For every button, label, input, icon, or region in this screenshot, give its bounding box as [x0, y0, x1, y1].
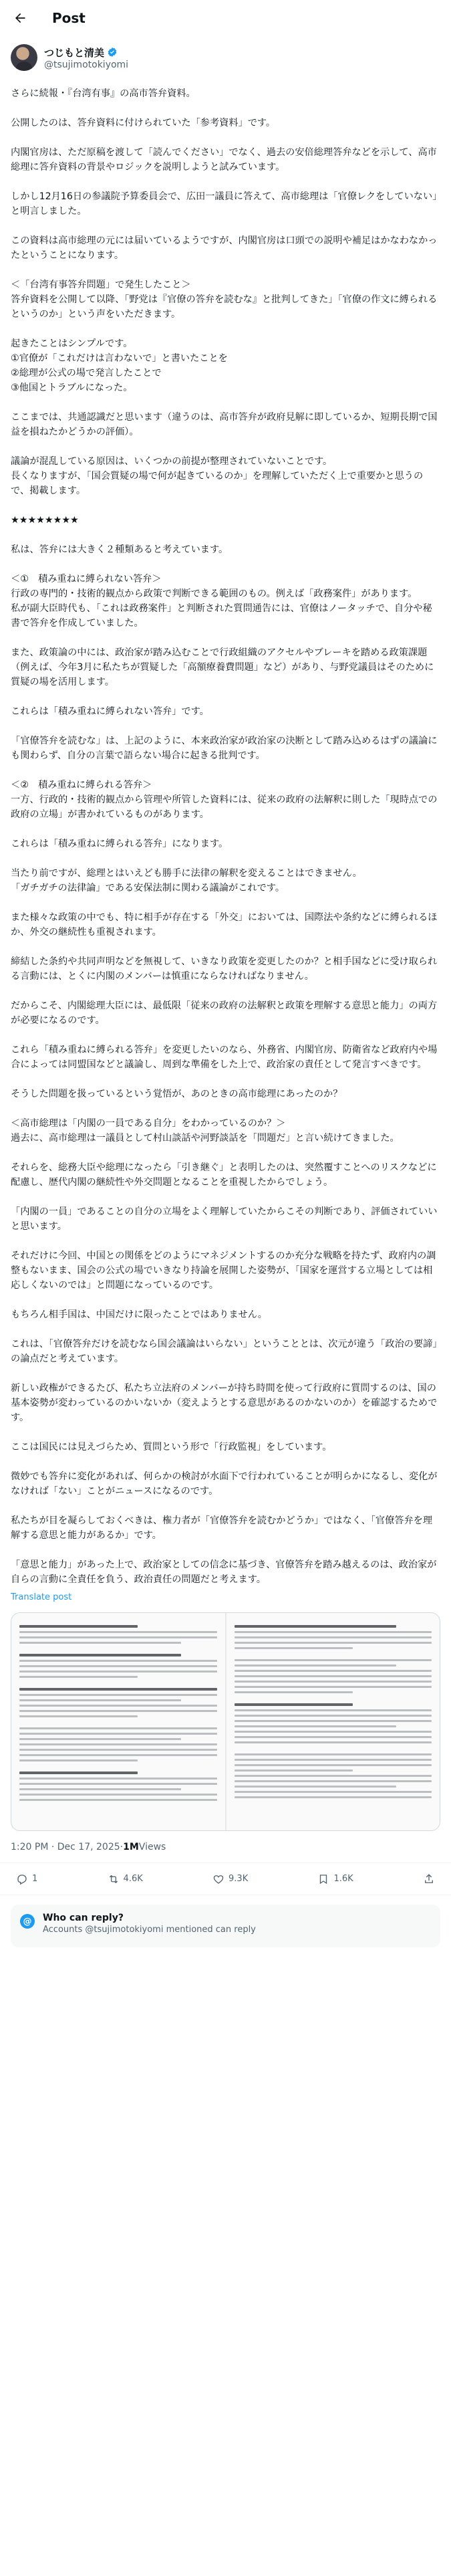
document-text-line — [19, 1799, 217, 1801]
document-text-line — [235, 1753, 432, 1755]
post-paragraph: 当たり前ですが、総理とはいえども勝手に法律の解釈を変えることはできません。 「ガチガチの法律論」である安保法制に関わる議論がこれです。 — [11, 868, 362, 893]
document-text-line — [19, 1705, 217, 1707]
document-text-line — [19, 1759, 138, 1761]
document-text-line — [235, 1796, 432, 1798]
document-text-line — [235, 1670, 432, 1672]
document-text-line — [19, 1778, 217, 1780]
repost-count: 4.6K — [123, 1874, 143, 1884]
avatar[interactable] — [11, 44, 37, 71]
post-paragraph: もちろん相手国は、中国だけに限ったことではありません。 — [11, 1309, 267, 1320]
post-paragraph: 新しい政権ができるたび、私たち立法府のメンバーが持ち時間を使って行政府に質問するのは、国の基本姿勢が変わっているのかいないか（変えようとする意思があるのかないのか）を確認するためです。 — [11, 1383, 438, 1423]
document-text-line — [19, 1788, 181, 1790]
share-button[interactable] — [423, 1873, 435, 1885]
bookmark-button[interactable] — [317, 1873, 353, 1885]
attached-images — [11, 1612, 440, 1831]
document-text-line — [19, 1733, 217, 1735]
post-paragraph: ＜高市総理は「内閣の一員である自分」をわかっているのか？＞ 過去に、高市総理は一議員として村山談話や河野談話を「問題だ」と言い続けてきました。 — [11, 1118, 400, 1144]
document-text-line — [235, 1764, 432, 1766]
document-text-line — [235, 1631, 432, 1633]
bookmark-count: 1.6K — [333, 1874, 353, 1884]
back-button[interactable] — [12, 10, 28, 26]
post-paragraph: 締結した条約や共同声明などを無視して、いきなり政策を変更したのか？と相手国などに受け取られる言動には、とくに内閣のメンバーは慎重にならなければなりません。 — [11, 956, 438, 982]
document-gap — [19, 1765, 217, 1772]
document-gap — [235, 1652, 432, 1659]
post-paragraph: また、政策論の中には、政治家が踏み込むことで行政組織のアクセルやブレーキを踏める政策課題（例えば、今年3月に私たちが質疑した「高額療養費問題」など）があり、与野党議員はそのために質疑の場を活用します。 — [11, 647, 434, 687]
post-paragraph: ★★★★★★★★ — [11, 515, 79, 526]
document-text-line — [235, 1703, 353, 1706]
post-paragraph: これは、「官僚答弁だけを読むなら国会議論はいらない」ということとは、次元が違う「政治の要諦」の論点だと考えています。 — [11, 1339, 438, 1364]
document-text-line — [19, 1625, 138, 1628]
author-handle[interactable]: @tsujimotokiyomi — [44, 59, 129, 70]
document-text-line — [19, 1654, 181, 1656]
document-text-line — [235, 1715, 432, 1717]
post-paragraph: この資料は高市総理の元には届いているようですが、内閣官房は口頭での説明や補足はかなわなかったということになります。 — [11, 235, 438, 261]
document-text-line — [235, 1720, 432, 1722]
post-timestamp[interactable]: 1:20 PM · Dec 17, 2025 — [11, 1841, 120, 1852]
document-text-line — [19, 1743, 217, 1745]
who-can-reply-box — [11, 1905, 440, 1947]
document-gap — [235, 1697, 432, 1703]
document-text-line — [19, 1699, 181, 1701]
top-bar — [0, 0, 451, 35]
post-paragraph: 起きたことはシンプルです。 ①官僚が「これだけは言わないで」と書いたことを ②総理が公式の場で発言したことで ③他国とトラブルになった。 — [11, 338, 228, 393]
document-text-line — [235, 1681, 432, 1683]
reply-button[interactable] — [16, 1873, 37, 1885]
post-paragraph: 私たちが目を凝らしておくべきは、権力者が「官僚答弁を読むかどうか」ではなく、「官僚答弁を理解する意思と能力があるか」です。 — [11, 1515, 433, 1541]
reply-count: 1 — [32, 1874, 38, 1884]
document-image-right[interactable] — [227, 1613, 440, 1830]
translate-post-link[interactable]: Translate post — [11, 1592, 72, 1602]
who-can-reply-title: Who can reply? — [43, 1913, 124, 1923]
document-text-line — [19, 1660, 217, 1662]
document-text-line — [19, 1688, 217, 1691]
like-button[interactable] — [212, 1873, 248, 1885]
post-paragraph: 内閣官房は、ただ原稿を渡して「読んでください」でなく、過去の安倍総理答弁などを示して、高市総理に答弁資料の背景やロジックを説明しようと試みています。 — [11, 147, 437, 173]
post-paragraph: 議論が混乱している原因は、いくつかの前提が整理されていないことです。 長くなりますが、「国会質疑の場で何が起きているのか」を理解していただく上で重要かと思うので、掲載します。 — [11, 456, 424, 496]
post-paragraph: 微妙でも答弁に変化があれば、何らかの検討が水面下で行われていることが明らかになるし、変化がなければ「ない」ことがニュースになるのです。 — [11, 1471, 438, 1497]
views-label: Views — [138, 1841, 166, 1852]
post-paragraph: それらを、総務大臣や総理になったら「引き継ぐ」と表明したのは、突然覆すことへのリスクなどに配慮し、歴代内閣の継続性や外交問題となることを重視したからでしょう。 — [11, 1162, 437, 1188]
post-paragraph: それだけに今回、中国との関係をどのようにマネジメントするのか充分な戦略を持たず、政府内の調整もないまま、国会の公式の場でいきなり持論を展開した姿勢が、「国家を運営する立場としては相応しくないのでは」と問題になっているのです。 — [11, 1251, 436, 1291]
post-paragraph: さらに続報・『台湾有事』の高市答弁資料。 — [11, 88, 196, 99]
share-icon — [423, 1873, 435, 1885]
document-text-line — [19, 1710, 217, 1712]
document-text-line — [235, 1691, 353, 1693]
bookmark-icon — [317, 1873, 329, 1885]
document-text-line — [235, 1636, 432, 1638]
repost-icon — [108, 1873, 120, 1885]
post-paragraph: 「内閣の一員」であることの自分の立場をよく理解していたからこその判断であり、評価されていいと思います。 — [11, 1206, 438, 1232]
post-paragraph: 私は、答弁には大きく２種類あると考えています。 — [11, 544, 229, 555]
author-row — [0, 35, 451, 74]
document-image-left[interactable] — [11, 1613, 225, 1830]
post-paragraph: これらは「積み重ねに縛られる答弁」になります。 — [11, 839, 229, 849]
document-text-line — [235, 1786, 396, 1788]
document-text-line — [235, 1709, 432, 1711]
document-gap — [19, 1721, 217, 1727]
document-text-line — [19, 1794, 217, 1796]
document-text-line — [235, 1647, 353, 1649]
author-name[interactable]: つじもと清美 — [44, 46, 105, 59]
document-text-line — [235, 1659, 432, 1661]
reply-icon — [16, 1873, 28, 1885]
post-paragraph: また様々な政策の中でも、特に相手が存在する「外交」においては、国際法や条約などに縛られるほか、外交の継続性も重視されます。 — [11, 912, 438, 938]
document-text-line — [235, 1769, 353, 1772]
document-text-line — [19, 1749, 217, 1751]
document-text-line — [235, 1759, 432, 1761]
document-gap — [19, 1681, 217, 1688]
document-text-line — [19, 1642, 181, 1644]
document-text-line — [19, 1636, 217, 1638]
document-gap — [19, 1647, 217, 1654]
at-sign-icon: @ — [20, 1914, 35, 1929]
repost-button[interactable] — [108, 1873, 143, 1885]
post-paragraph: これらは「積み重ねに縛られない答弁」です。 — [11, 706, 209, 717]
document-text-line — [19, 1772, 138, 1774]
who-can-reply-subtitle: Accounts @tsujimotokiyomi mentioned can reply — [43, 1925, 256, 1935]
post-paragraph: ここは国民には見えづらため、質問という形で「行政監視」をしています。 — [11, 1442, 332, 1453]
views-count: 1M — [123, 1841, 139, 1852]
page-title: Post — [52, 9, 86, 26]
post-paragraph: 公開したのは、答弁資料に付けられていた「参考資料」です。 — [11, 118, 276, 128]
post-meta — [0, 1831, 451, 1863]
document-text-line — [19, 1738, 181, 1740]
document-text-line — [19, 1665, 217, 1667]
document-text-line — [235, 1665, 396, 1667]
document-text-line — [235, 1642, 432, 1644]
document-text-line — [235, 1625, 396, 1628]
document-text-line — [19, 1754, 217, 1756]
document-text-line — [235, 1780, 432, 1782]
action-bar — [0, 1863, 451, 1895]
post-paragraph: しかし12月16日の参議院予算委員会で、広田一議員に答えて、高市総理は「官僚レクをしていない」と明言しました。 — [11, 191, 438, 217]
document-text-line — [235, 1725, 396, 1727]
document-text-line — [19, 1715, 138, 1717]
document-text-line — [235, 1675, 432, 1677]
post-text — [0, 74, 451, 1587]
post-paragraph: ＜「台湾有事答弁問題」で発生したこと＞ 答弁資料を公開して以降、「野党は『官僚の答弁を読むな』と批判してきた」「官僚の作文に縛られるというのか」という声をいただきます。 — [11, 280, 438, 320]
document-text-line — [235, 1775, 432, 1777]
document-text-line — [19, 1676, 138, 1678]
like-count: 9.3K — [229, 1874, 249, 1884]
document-text-line — [235, 1686, 432, 1688]
arrow-left-icon — [13, 11, 27, 25]
post-paragraph: ここまでは、共通認識だと思います（違うのは、高市答弁が政府見解に即しているか、短期長期で国益を損ねたかどうかの評価）。 — [11, 412, 438, 437]
document-text-line — [235, 1731, 432, 1733]
post-paragraph: ＜① 積み重ねに縛られない答弁＞ 行政の専門的・技術的観点から政策で判断できる範囲のもの。例えば「政務案件」があります。 私が副大臣時代も、「これは政務案件」と判断された質問通告には、官僚はノータッチで、自分や秘書で答弁を作成していました。 — [11, 574, 432, 629]
post-paragraph: これら「積み重ねに縛られる答弁」を変更したいのなら、外務省、内閣官房、防衛省など政府内や場合によっては同盟国などと議論し、周到な準備をした上で、政治家の責任として発言すべきです。 — [11, 1045, 438, 1070]
document-text-line — [19, 1671, 217, 1673]
meta-separator: · — [120, 1841, 124, 1852]
document-gap — [235, 1747, 432, 1753]
document-text-line — [235, 1741, 432, 1743]
verified-badge-icon — [107, 47, 118, 58]
document-text-line — [19, 1783, 217, 1785]
post-paragraph: だからこそ、内閣総理大臣には、最低限「従来の政府の法解釈と政策を理解する意思と能力」の両方が必要になるのです。 — [11, 1000, 438, 1026]
post-paragraph: 「官僚答弁を読むな」は、上記のように、本来政治家が政治家の決断として踏み込めるはずの議論にも関わらず、自分の言葉で語らない場合に起きる批判です。 — [11, 736, 438, 761]
heart-icon — [212, 1873, 224, 1885]
document-text-line — [19, 1727, 217, 1729]
document-text-line — [235, 1791, 432, 1793]
post-paragraph: ＜② 積み重ねに縛られる答弁＞ 一方、行政的・技術的観点から管理や所管した資料には、従来の政府の法解釈に則した「現時点での政府の立場」が書かれているものがあります。 — [11, 780, 438, 820]
post-paragraph: そうした問題を扱っているという覚悟が、あのときの高市総理にあったのか？ — [11, 1089, 343, 1099]
document-text-line — [235, 1736, 432, 1738]
document-text-line — [19, 1694, 217, 1696]
post-paragraph: 「意思と能力」があった上で、政治家としての信念に基づき、官僚答弁を踏み越えるのは、政治家が自らの言動に全責任を負う、政治責任の問題だと考えます。 — [11, 1560, 437, 1585]
document-text-line — [19, 1631, 217, 1633]
